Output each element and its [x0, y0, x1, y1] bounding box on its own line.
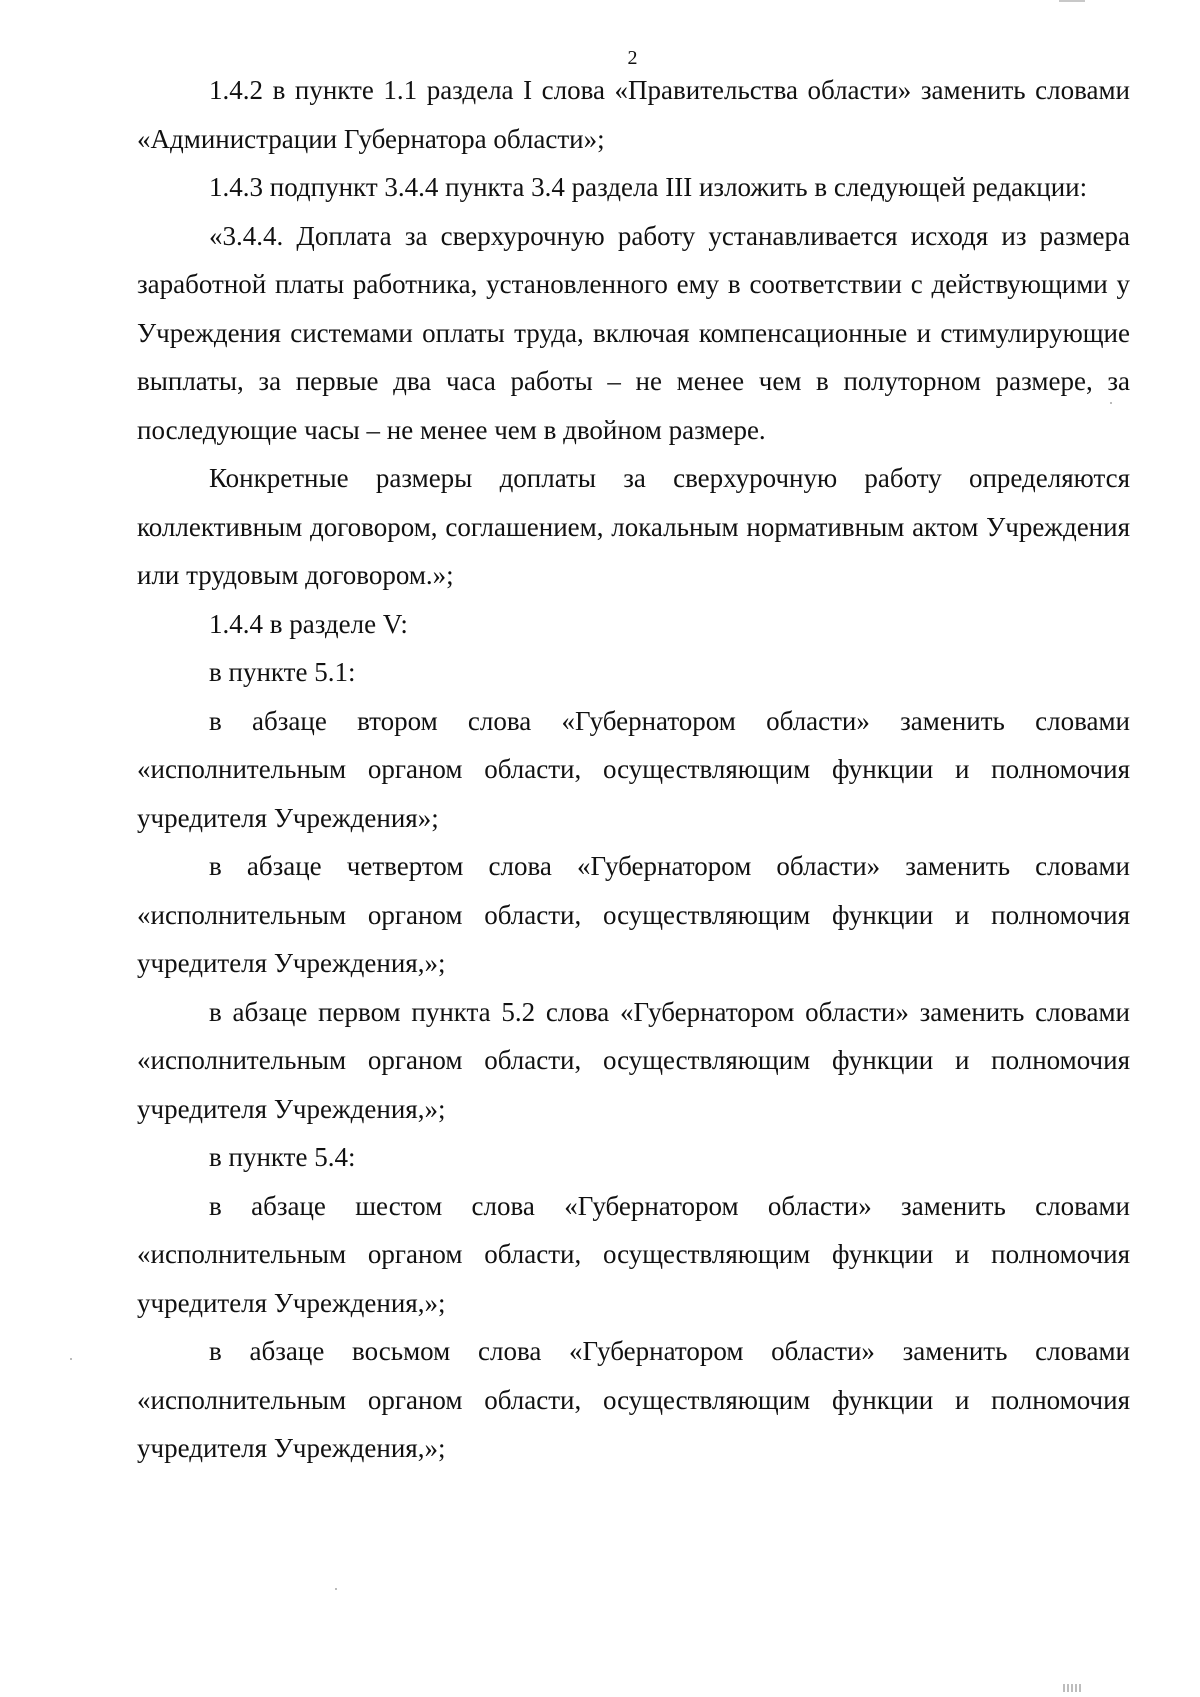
paragraph-point-5-1: в пункте 5.1: [209, 657, 356, 687]
scan-artifact-bottom [1063, 1684, 1083, 1692]
paragraph-point-5-4: в пункте 5.4: [209, 1142, 356, 1172]
paragraph-5-1-second: в абзаце втором слова «Губернатором области» заменить словами «исполнительным органом области, осуществляющим функции и полномочия учредителя Учреждения»; [137, 705, 1130, 833]
page-number: 2 [627, 47, 638, 69]
scan-speck [335, 1588, 337, 1590]
paragraph-5-4-eighth: в абзаце восьмом слова «Губернатором области» заменить словами «исполнительным органом области, осуществляющим функции и полномочия учредителя Учреждения,»; [137, 1336, 1130, 1463]
paragraph-3-4-4-quote: «3.4.4. Доплата за сверхурочную работу устанавливается исходя из размера заработной платы работника, установленного ему в соответствии с действующими у Учреждения системами оплаты труда, включая компенсационные и стимулирующие выплаты, за первые два часа работы – не менее чем в полуторном размере, за последующие часы – не менее чем в двойном размере. [137, 220, 1130, 445]
paragraph-5-2-first: в абзаце первом пункта 5.2 слова «Губернатором области» заменить словами «исполнительным органом области, осуществляющим функции и полномочия учредителя Учреждения,»; [137, 996, 1130, 1124]
scan-speck [1110, 402, 1112, 404]
scan-speck [70, 1358, 72, 1360]
paragraph-1-4-4: 1.4.4 в разделе V: [209, 608, 408, 639]
document-body [137, 66, 1130, 1473]
scan-artifact-top [1059, 0, 1085, 2]
paragraph-5-4-sixth: в абзаце шестом слова «Губернатором области» заменить словами «исполнительным органом области, осуществляющим функции и полномочия учредителя Учреждения,»; [137, 1190, 1130, 1318]
paragraph-1-4-2: 1.4.2 в пункте 1.1 раздела I слова «Правительства области» заменить словами «Администрации Губернатора области»; [137, 75, 1130, 154]
paragraph-5-1-fourth: в абзаце четвертом слова «Губернатором области» заменить словами «исполнительным органом области, осуществляющим функции и полномочия учредителя Учреждения,»; [137, 851, 1130, 978]
paragraph-1-4-3: 1.4.3 подпункт 3.4.4 пункта 3.4 раздела III изложить в следующей редакции: [209, 172, 1088, 202]
paragraph-specific-amounts: Конкретные размеры доплаты за сверхурочную работу определяются коллективным договором, соглашением, локальным нормативным актом Учреждения или трудовым договором.»; [137, 463, 1130, 590]
